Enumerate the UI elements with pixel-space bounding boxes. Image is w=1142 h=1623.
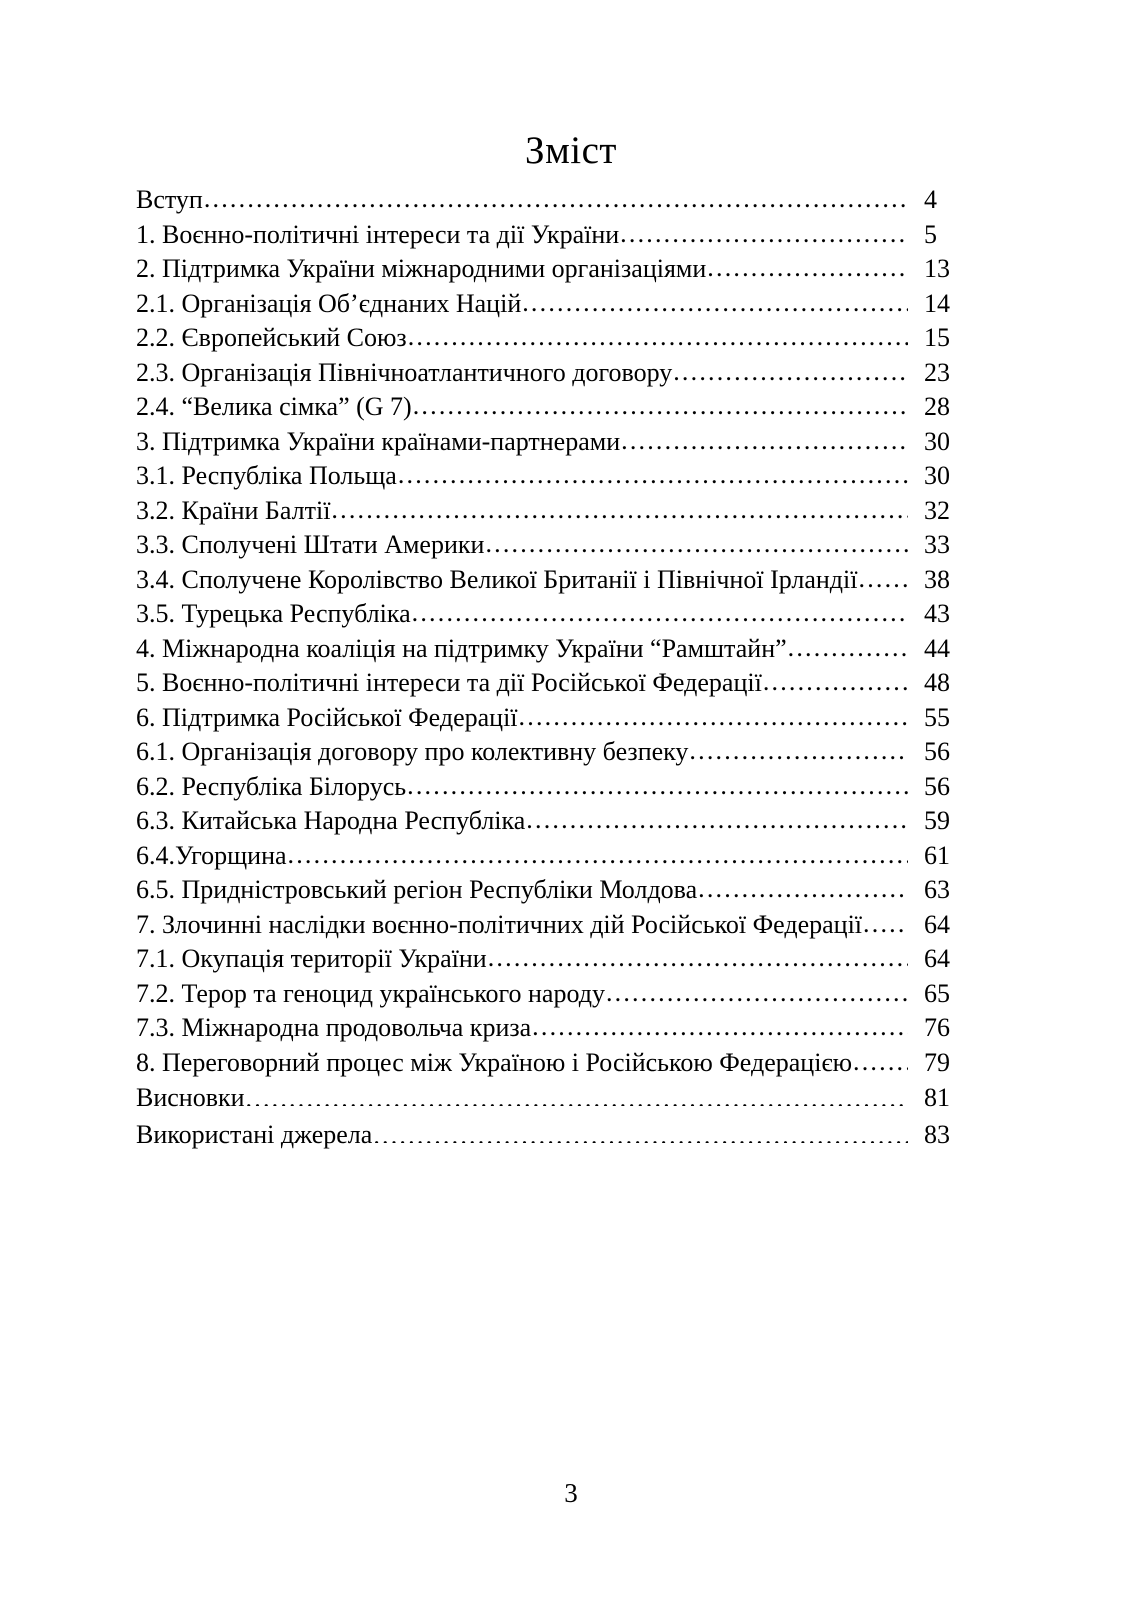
- toc-entry[interactable]: [136, 941, 986, 976]
- toc-entry-page-number: 64: [924, 909, 950, 939]
- toc-entry[interactable]: [136, 665, 986, 700]
- toc-entry[interactable]: [136, 493, 986, 528]
- toc-entry-page-number: 61: [924, 840, 950, 870]
- toc-entry-label: Вступ: [136, 185, 203, 214]
- toc-entry-page-number: 81: [924, 1083, 950, 1112]
- toc-entry-dot-leader: [620, 217, 908, 243]
- toc-entry-page-number: 56: [924, 771, 950, 801]
- toc-entry[interactable]: [136, 838, 986, 873]
- toc-entry-page-number: 4: [924, 185, 937, 214]
- toc-entry[interactable]: [136, 803, 986, 838]
- toc-entry-page-number: 28: [924, 392, 950, 421]
- toc-entry[interactable]: [136, 424, 986, 459]
- toc-entry-label: 2.3. Організація Північноатлантичного договору: [136, 357, 673, 387]
- toc-entry[interactable]: [136, 251, 986, 286]
- page-title: Зміст: [525, 129, 617, 172]
- toc-entry-page-number: 30: [924, 426, 950, 456]
- toc-entry-page-number: 65: [924, 978, 950, 1008]
- toc-entry[interactable]: [136, 596, 986, 631]
- toc-entry[interactable]: [136, 1116, 986, 1153]
- toc-entry-label: 7.1. Окупація території України: [136, 944, 487, 973]
- toc-entry-dot-leader: [689, 734, 908, 760]
- toc-entry-dot-leader: [532, 1010, 908, 1036]
- toc-entry[interactable]: [136, 458, 986, 493]
- toc-entry-page-number: 43: [924, 599, 950, 628]
- toc-entry[interactable]: [136, 320, 986, 355]
- toc-entry-page-number: 32: [924, 495, 950, 525]
- toc-entry-dot-leader: [863, 907, 908, 933]
- toc-entry-label: 3.1. Республіка Польща: [136, 461, 397, 490]
- toc-entry-dot-leader: [698, 872, 908, 898]
- toc-entry-page-number: 64: [924, 944, 950, 973]
- toc-entry-page-number: 30: [924, 461, 950, 490]
- toc-entry-label: 6.5. Придністровський регіон Республіки Молдова: [136, 875, 698, 904]
- toc-entry-label: 4. Міжнародна коаліція на підтримку України “Рамштайн”: [136, 633, 787, 663]
- toc-entry-dot-leader: [373, 1117, 908, 1143]
- toc-entry-page-number: 63: [924, 875, 950, 904]
- toc-entry[interactable]: [136, 1010, 986, 1045]
- toc-entry-label: 6.1. Організація договору про колективну безпеку: [136, 737, 689, 766]
- toc-entry[interactable]: [136, 631, 986, 666]
- toc-entry-dot-leader: [488, 941, 908, 967]
- toc-entry[interactable]: [136, 700, 986, 735]
- toc-entry-label: 1. Воєнно-політичні інтереси та дії України: [136, 219, 620, 249]
- toc-entry-dot-leader: [621, 424, 908, 450]
- toc-entry-label: 6.2. Республіка Білорусь: [136, 771, 407, 801]
- toc-entry[interactable]: [136, 389, 986, 424]
- toc-entry-dot-leader: [288, 838, 908, 864]
- toc-entry[interactable]: [136, 769, 986, 804]
- toc-entry-label: 3.3. Сполучені Штати Америки: [136, 530, 485, 559]
- toc-entry-page-number: 59: [924, 806, 950, 835]
- toc-entry-label: 2.2. Європейський Союз: [136, 323, 407, 352]
- toc-entry-dot-leader: [246, 1080, 908, 1106]
- toc-entry[interactable]: [136, 527, 986, 562]
- toc-entry[interactable]: [136, 286, 986, 321]
- toc-entry-label: 2.1. Організація Об’єднаних Націй: [136, 288, 522, 318]
- toc-entry-label: 7.3. Міжнародна продовольча криза: [136, 1013, 532, 1042]
- toc-entry[interactable]: [136, 976, 986, 1011]
- toc-entry-dot-leader: [673, 355, 908, 381]
- toc-entry-dot-leader: [413, 389, 908, 415]
- toc-entry[interactable]: [136, 907, 986, 942]
- toc-entry-label: 3.5. Турецька Республіка: [136, 599, 411, 628]
- toc-entry-dot-leader: [526, 803, 908, 829]
- toc-entry-label: 2. Підтримка України міжнародними організаціями: [136, 254, 707, 283]
- toc-entry[interactable]: [136, 1079, 986, 1116]
- toc-entry-label: 6.4.Угорщина: [136, 840, 287, 870]
- toc-entry-dot-leader: [522, 286, 908, 312]
- toc-entry-label: Використані джерела: [136, 1120, 373, 1149]
- toc-entry-page-number: 23: [924, 357, 950, 387]
- toc-entry-label: 7. Злочинні наслідки воєнно-політичних дій Російської Федерації: [136, 909, 863, 939]
- toc-entry-dot-leader: [707, 251, 908, 277]
- toc-entry-label: 7.2. Терор та геноцид українського народу: [136, 978, 605, 1008]
- toc-entry-label: 6. Підтримка Російської Федерації: [136, 702, 518, 732]
- toc-entry-page-number: 55: [924, 702, 950, 732]
- table-of-contents: [136, 182, 986, 1153]
- toc-entry-dot-leader: [763, 665, 908, 691]
- toc-entry-label: Висновки: [136, 1083, 245, 1112]
- toc-entry[interactable]: [136, 355, 986, 390]
- toc-entry-dot-leader: [408, 320, 908, 346]
- toc-entry-dot-leader: [412, 596, 908, 622]
- toc-entry-page-number: 5: [924, 219, 937, 249]
- toc-entry-page-number: 83: [924, 1120, 950, 1149]
- toc-entry[interactable]: [136, 872, 986, 907]
- toc-entry[interactable]: [136, 1045, 986, 1080]
- toc-entry-page-number: 76: [924, 1013, 950, 1042]
- toc-entry-page-number: 79: [924, 1047, 950, 1077]
- toc-entry[interactable]: [136, 734, 986, 769]
- toc-entry-label: 8. Переговорний процес між Україною і Російською Федерацією: [136, 1047, 853, 1077]
- toc-entry-label: 3. Підтримка України країнами-партнерами: [136, 426, 621, 456]
- toc-entry[interactable]: [136, 562, 986, 597]
- toc-entry-page-number: 56: [924, 737, 950, 766]
- toc-entry-label: 5. Воєнно-політичні інтереси та дії Російської Федерації: [136, 668, 762, 697]
- toc-entry-page-number: 44: [924, 633, 950, 663]
- toc-entry-dot-leader: [519, 700, 908, 726]
- toc-entry-page-number: 15: [924, 323, 950, 352]
- toc-entry-dot-leader: [606, 976, 908, 1002]
- toc-entry-page-number: 33: [924, 530, 950, 559]
- toc-entry-label: 3.2. Країни Балтії: [136, 495, 331, 525]
- toc-entry-dot-leader: [407, 769, 908, 795]
- toc-entry[interactable]: [136, 217, 986, 252]
- toc-entry-page-number: 14: [924, 288, 950, 318]
- toc-entry-label: 6.3. Китайська Народна Республіка: [136, 806, 526, 835]
- toc-entry-page-number: 48: [924, 668, 950, 697]
- page-folio-number: 3: [564, 1478, 578, 1508]
- toc-entry-label: 3.4. Сполучене Королівство Великої Британії і Північної Ірландії: [136, 564, 858, 594]
- toc-entry-dot-leader: [485, 527, 908, 553]
- toc-entry-dot-leader: [853, 1045, 908, 1071]
- toc-entry-dot-leader: [398, 458, 908, 484]
- toc-entry-page-number: 38: [924, 564, 950, 594]
- toc-entry-dot-leader: [331, 493, 908, 519]
- toc-entry-dot-leader: [204, 182, 908, 208]
- toc-entry[interactable]: [136, 182, 986, 217]
- toc-entry-page-number: 13: [924, 254, 950, 283]
- toc-entry-label: 2.4. “Велика сімка” (G 7): [136, 392, 412, 421]
- toc-entry-dot-leader: [788, 631, 908, 657]
- toc-entry-dot-leader: [859, 562, 909, 588]
